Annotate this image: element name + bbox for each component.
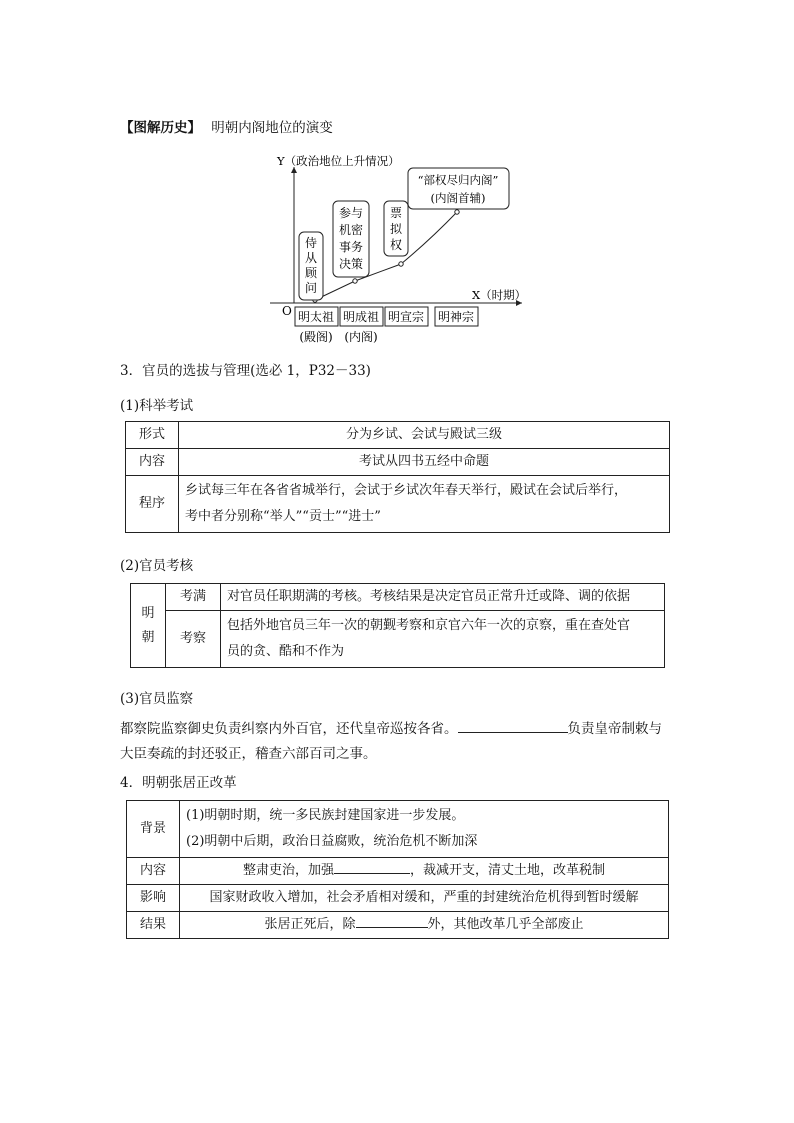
row-content: 国家财政收入增加，社会矛盾相对缓和，严重的封建统治危机得到暂时缓解 xyxy=(180,885,669,912)
box1-char: 侍 xyxy=(304,236,318,250)
result-text: 张居正死后，除 xyxy=(264,917,356,932)
box1-char: 从 xyxy=(304,251,318,265)
curve-point xyxy=(399,262,403,266)
x-axis-label: X（时期） xyxy=(472,288,527,302)
exam-table xyxy=(125,421,670,533)
curve-point xyxy=(455,210,459,214)
row-content xyxy=(221,611,665,668)
row-label: 背景 xyxy=(127,801,180,858)
section4-heading: 4．明朝张居正改革 xyxy=(120,775,237,791)
reform-table xyxy=(126,800,669,939)
background-line: (1)明朝时期，统一多民族封建国家进一步发展。 xyxy=(186,808,465,823)
figure-heading xyxy=(120,119,333,137)
content-text: 整肃吏治，加强 xyxy=(242,863,334,878)
result-text: 外，其他改革几乎全部废止 xyxy=(427,917,584,932)
box2-line: 机密 xyxy=(338,223,364,237)
row-content: 考试从四书五经中命题 xyxy=(179,449,670,476)
dynasty-char: 明 xyxy=(141,605,155,621)
box1-char: 顾 xyxy=(304,266,318,280)
table-row xyxy=(126,449,670,476)
fill-blank[interactable] xyxy=(334,859,410,874)
table-row xyxy=(131,611,665,668)
background-line: (2)明朝中后期，政治日益腐败，统治危机不断加深 xyxy=(186,834,478,849)
row-label: 影响 xyxy=(127,885,180,912)
section3-heading: 3．官员的选拔与管理(选必 1，P32－33) xyxy=(120,363,371,379)
box2-line: 参与 xyxy=(338,206,364,220)
row-content xyxy=(180,912,669,939)
row-content xyxy=(180,858,669,885)
row-label: 考满 xyxy=(166,584,221,611)
table-row xyxy=(127,885,669,912)
figure-tag: 【图解历史】 xyxy=(120,120,201,136)
dynasty-cell xyxy=(131,584,166,668)
y-axis-label: Y（政治地位上升情况） xyxy=(277,154,400,168)
inspection-line: 包括外地官员三年一次的朝觐考察和京官六年一次的京察，重在查处官 xyxy=(227,618,631,633)
row-label: 结果 xyxy=(127,912,180,939)
para-text: 负责皇帝制敕与 xyxy=(567,721,662,737)
period-label: 明成祖 xyxy=(342,310,380,324)
box3-char: 权 xyxy=(389,238,403,252)
table-row xyxy=(126,422,670,449)
fill-blank[interactable] xyxy=(356,913,428,928)
box4-line2: (内阁首辅) xyxy=(430,191,486,205)
row-label: 形式 xyxy=(126,422,179,449)
cabinet-status-diagram xyxy=(260,145,540,350)
fill-blank[interactable] xyxy=(458,718,568,733)
row-label: 内容 xyxy=(126,449,179,476)
row-content xyxy=(179,476,670,533)
table-row xyxy=(126,476,670,533)
procedure-line: 乡试每三年在各省省城举行，会试于乡试次年春天举行，殿试在会试后举行， xyxy=(185,483,628,498)
row-label: 考察 xyxy=(166,611,221,668)
supervision-para-line2: 大臣奏疏的封还驳正，稽查六部百司之事。 xyxy=(120,746,377,762)
table-row xyxy=(127,858,669,885)
period-note: (内阁) xyxy=(344,330,378,344)
table-row xyxy=(127,912,669,939)
box2-line: 决策 xyxy=(338,257,364,271)
period-label: 明宣宗 xyxy=(387,310,425,324)
subheading-exam: (1)科举考试 xyxy=(120,398,194,414)
box4-line1: “部权尽归内阁” xyxy=(417,173,499,187)
origin-label: O xyxy=(282,304,292,318)
table-row xyxy=(131,584,665,611)
period-label: 明太祖 xyxy=(297,310,335,324)
period-note: (殿阁) xyxy=(299,330,333,344)
para-text: 都察院监察御史负责纠察内外百官，还代皇帝巡按各省。 xyxy=(120,721,458,737)
row-content: 分为乡试、会试与殿试三级 xyxy=(179,422,670,449)
row-content: 对官员任职期满的考核。考核结果是决定官员正常升迁或降、调的依据 xyxy=(221,584,665,611)
curve-point xyxy=(353,279,357,283)
row-content xyxy=(180,801,669,858)
figure-title: 明朝内阁地位的演变 xyxy=(211,120,333,136)
period-label: 明神宗 xyxy=(437,310,475,324)
box3-char: 拟 xyxy=(389,222,403,236)
box3-char: 票 xyxy=(389,206,403,220)
box1-char: 问 xyxy=(304,281,318,295)
supervision-para-line1 xyxy=(120,718,662,738)
table-row xyxy=(127,801,669,858)
subheading-assessment: (2)官员考核 xyxy=(120,558,194,574)
dynasty-char: 朝 xyxy=(141,629,155,645)
box2-line: 事务 xyxy=(338,240,364,254)
row-label: 内容 xyxy=(127,858,180,885)
content-text: ，裁减开支，清丈土地，改革税制 xyxy=(410,863,606,878)
inspection-line: 员的贪、酷和不作为 xyxy=(227,644,345,659)
row-label: 程序 xyxy=(126,476,179,533)
procedure-line: 考中者分别称“举人”“贡士”“进士” xyxy=(185,509,381,524)
subheading-supervision: (3)官员监察 xyxy=(120,691,194,707)
assessment-table xyxy=(130,583,665,668)
